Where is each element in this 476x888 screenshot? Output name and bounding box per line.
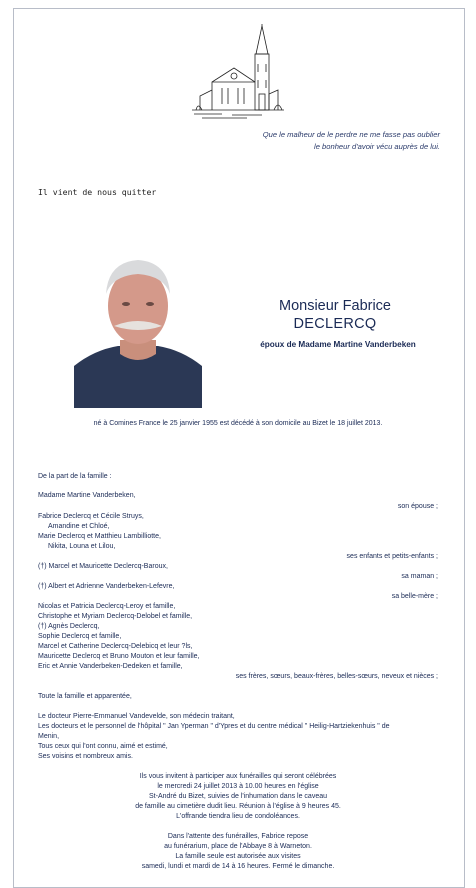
family-line: Le docteur Pierre-Emmanuel Vandevelde, son médecin traitant, (38, 713, 235, 720)
family-line: Ses voisins et nombreux amis. (38, 753, 133, 760)
deceased-first-name: Monsieur Fabrice (278, 298, 391, 314)
relation-line: ses enfants et petits-enfants ; (346, 553, 438, 560)
funeral-line: St-André du Bizet, suivies de l'inhumation dans le caveau (149, 793, 327, 800)
family-line: (†) Agnès Declercq, (38, 623, 100, 630)
family-line: Eric et Annie Vanderbeken-Dedeken et famille, (38, 663, 183, 670)
family-line: Marie Declercq et Matthieu Lambilliotte, (38, 533, 161, 540)
family-line: Les docteurs et le personnel de l'hôpital " Jan Yperman " d'Ypres et du centre médical " Heilig-Hartziekenhuis " de (38, 723, 390, 730)
family-line: Fabrice Declercq et Cécile Struys, (38, 513, 144, 520)
family-line: Mauricette Declercq et Bruno Mouton et leur famille, (38, 653, 200, 660)
family-line: Tous ceux qui l'ont connu, aimé et estimé, (38, 743, 168, 750)
relation-line: sa maman ; (401, 573, 438, 580)
family-line: Marcel et Catherine Declercq-Delebicq et leur ?ls, (38, 643, 193, 650)
family-line: Sophie Declercq et famille, (38, 633, 122, 640)
family-line: Nicolas et Patricia Declercq-Leroy et famille, (38, 603, 176, 610)
family-line: Christophe et Myriam Declercq-Delobel et famille, (38, 613, 193, 620)
relation-line: son épouse ; (397, 503, 438, 510)
family-line: Toute la famille et apparentée, (38, 693, 132, 700)
family-heading: De la part de la famille : (38, 473, 112, 480)
quote-line: le bonheur d'avoir vécu auprès de lui. (314, 142, 440, 151)
birth-death-line: né à Comines France le 25 janvier 1955 est décédé à son domicile au Bizet le 18 juillet 2013. (93, 420, 383, 427)
funeral-line: le mercredi 24 juillet 2013 à 10.00 heures en l'église (157, 783, 319, 790)
quote-line: Que le malheur de le perdre ne me fasse pas oublier (262, 130, 440, 139)
memorial-quote (263, 129, 440, 153)
deceased-last-name: DECLERCQ (293, 316, 377, 332)
funeral-line: au funérarium, place de l'Abbaye 8 à Warneton. (164, 843, 312, 850)
intro-text: Il vient de nous quitter (38, 187, 157, 197)
funeral-line: de famille au cimetière dudit lieu. Réunion à l'église à 9 heures 45. (135, 803, 341, 810)
family-line: Menin, (38, 733, 60, 740)
portrait-photo (74, 254, 202, 408)
family-line: Nikita, Louna et Lilou, (48, 543, 116, 550)
relation-line: sa belle-mère ; (391, 593, 438, 600)
spouse-line: époux de Madame Martine Vanderbeken (260, 340, 416, 349)
funeral-line: Dans l'attente des funérailles, Fabrice repose (167, 833, 309, 840)
family-line: (†) Marcel et Mauricette Declercq-Baroux, (38, 563, 168, 570)
family-line: (†) Albert et Adrienne Vanderbeken-Lefevre, (38, 583, 175, 590)
funeral-line: samedi, lundi et mardi de 14 à 16 heures. Fermé le dimanche. (141, 863, 335, 870)
relation-line: ses frères, sœurs, beaux-frères, belles-sœurs, neveux et nièces ; (235, 673, 438, 680)
funeral-line: Ils vous invitent à participer aux funérailles qui seront célébrées (139, 773, 337, 780)
church-illustration (192, 24, 284, 120)
funeral-line: L'offrande tiendra lieu de condoléances. (176, 813, 300, 820)
family-line: Madame Martine Vanderbeken, (38, 492, 136, 499)
funeral-line: La famille seule est autorisée aux visites (175, 853, 301, 860)
family-line: Amandine et Chloé, (48, 523, 110, 530)
